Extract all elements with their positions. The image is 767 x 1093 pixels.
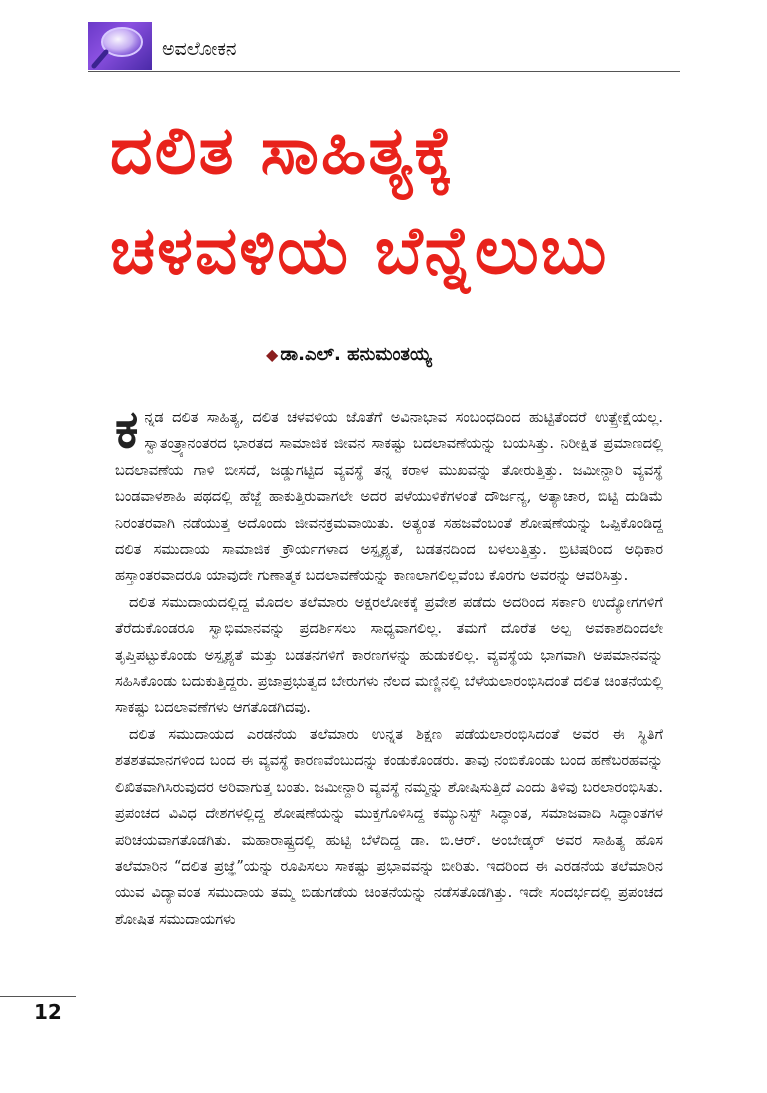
article-title-line-2: ಚಳವಳಿಯ ಬೆನ್ನೆಲುಬು bbox=[110, 212, 609, 289]
article-body bbox=[115, 400, 663, 933]
diamond-icon: ◆ bbox=[266, 345, 279, 364]
drop-cap: ಕ bbox=[115, 400, 139, 460]
paragraph: ದಲಿತ ಸಮುದಾಯದಲ್ಲಿದ್ದ ಮೊದಲ ತಲೆಮಾರು ಅಕ್ಷರಲೋಕಕ್ಕೆ ಪ್ರವೇಶ ಪಡೆದು ಅದರಿಂದ ಸರ್ಕಾರಿ ಉದ್ಯೋಗಗಳಿಗೆ ತೆರೆದುಕೊಂಡರೂ ಸ್ವಾಭಿಮಾನವನ್ನು ಪ್ರದರ್ಶಿಸಲು ಸಾಧ್ಯವಾಗಲಿಲ್ಲ. ತಮಗೆ ದೊರೆತ ಅಲ್ಪ ಅವಕಾಶದಿಂದಲೇ ತೃಪ್ತಿಪಟ್ಟುಕೊಂಡು ಅಸ್ಪೃಶ್ಯತೆ ಮತ್ತು ಬಡತನಗಳಿಗೆ ಕಾರಣಗಳನ್ನು ಹುಡುಕಲಿಲ್ಲ. ವ್ಯವಸ್ಥೆಯ ಭಾಗವಾಗಿ ಅಪಮಾನವನ್ನು ಸಹಿಸಿಕೊಂಡು ಬದುಕುತ್ತಿದ್ದರು. ಪ್ರಜಾಪ್ರಭುತ್ವದ ಬೇರುಗಳು ನೆಲದ ಮಣ್ಣಿನಲ್ಲಿ ಬೆಳೆಯಲಾರಂಭಿಸಿದಂತೆ ದಲಿತ ಚಿಂತನೆಯಲ್ಲಿ ಸಾಕಷ್ಟು ಬದಲಾವಣೆಗಳು ಆಗತೊಡಗಿದವು. bbox=[115, 594, 663, 717]
magnifier-icon bbox=[88, 22, 152, 70]
author-name: ಡಾ.ಎಲ್. ಹನುಮಂತಯ್ಯ bbox=[280, 344, 432, 365]
footer-divider bbox=[0, 996, 76, 997]
article-title-line-1: ದಲಿತ ಸಾಹಿತ್ಯಕ್ಕೆ bbox=[110, 112, 456, 189]
paragraph-text: ನ್ನಡ ದಲಿತ ಸಾಹಿತ್ಯ, ದಲಿತ ಚಳವಳಿಯ ಜೊತೆಗೆ ಅವಿನಾಭಾವ ಸಂಬಂಧದಿಂದ ಹುಟ್ಟಿತೆಂದರೆ ಉತ್ಪ್ರೇಕ್ಷೆಯಲ್ಲ. ಸ್ವಾತಂತ್ರ್ಯಾನಂತರದ ಭಾರತದ ಸಾಮಾಜಿಕ ಜೀವನ ಸಾಕಷ್ಟು ಬದಲಾವಣೆಯನ್ನು ಬಯಸಿತ್ತು. ನಿರೀಕ್ಷಿತ ಪ್ರಮಾಣದಲ್ಲಿ ಬದಲಾವಣೆಯ ಗಾಳಿ ಬೀಸದೆ, ಜಡ್ಡುಗಟ್ಟಿದ ವ್ಯವಸ್ಥೆ ತನ್ನ ಕರಾಳ ಮುಖವನ್ನು ತೋರುತ್ತಿತ್ತು. ಜಮೀನ್ದಾರಿ ವ್ಯವಸ್ಥೆ ಬಂಡವಾಳಶಾಹಿ ಪಥದಲ್ಲಿ ಹೆಜ್ಜೆ ಹಾಕುತ್ತಿರುವಾಗಲೇ ಅದರ ಪಳೆಯುಳಿಕೆಗಳಂತೆ ದೌರ್ಜನ್ಯ, ಅತ್ಯಾಚಾರ, ಬಿಟ್ಟಿ ದುಡಿಮೆ ನಿರಂತರವಾಗಿ ನಡೆಯುತ್ತ ಅದೊಂದು ಜೀವನಕ್ರಮವಾಯಿತು. ಅತ್ಯಂತ ಸಹಜವೆಂಬಂತೆ ಶೋಷಣೆಯನ್ನು ಒಪ್ಪಿಕೊಂಡಿದ್ದ ದಲಿತ ಸಮುದಾಯ ಸಾಮಾಜಿಕ ಕ್ರೌರ್ಯಗಳಾದ ಅಸ್ಪೃಶ್ಯತೆ, ಬಡತನದಿಂದ ಬಳಲುತ್ತಿತ್ತು. ಬ್ರಿಟಿಷರಿಂದ ಅಧಿಕಾರ ಹಸ್ತಾಂತರವಾದರೂ ಯಾವುದೇ ಗುಣಾತ್ಮಕ ಬದಲಾವಣೆಯನ್ನು ಕಾಣಲಾಗಲಿಲ್ಲವೆಂಬ ಕೊರಗು ಅವರನ್ನು ಆವರಿಸಿತ್ತು. bbox=[115, 410, 663, 585]
paragraph bbox=[115, 400, 663, 590]
paragraph: ದಲಿತ ಸಮುದಾಯದ ಎರಡನೆಯ ತಲೆಮಾರು ಉನ್ನತ ಶಿಕ್ಷಣ ಪಡೆಯಲಾರಂಭಿಸಿದಂತೆ ಅವರ ಈ ಸ್ಥಿತಿಗೆ ಶತಶತಮಾನಗಳಿಂದ ಬಂದ ಈ ವ್ಯವಸ್ಥೆ ಕಾರಣವೆಂಬುದನ್ನು ಕಂಡುಕೊಂಡರು. ತಾವು ನಂಬಿಕೊಂಡು ಬಂದ ಹಣೆಬರಹವನ್ನು ಲಿಖಿತವಾಗಿಸಿರುವುದರ ಅರಿವಾಗುತ್ತ ಬಂತು. ಜಮೀನ್ದಾರಿ ವ್ಯವಸ್ಥೆ ನಮ್ಮನ್ನು ಶೋಷಿಸುತ್ತಿದೆ ಎಂದು ತಿಳಿವು ಬರಲಾರಂಭಿಸಿತು. ಪ್ರಪಂಚದ ವಿವಿಧ ದೇಶಗಳಲ್ಲಿದ್ದ ಶೋಷಣೆಯನ್ನು ಮುಕ್ತಗೊಳಿಸಿದ್ದ ಕಮ್ಯುನಿಸ್ಟ್ ಸಿದ್ಧಾಂತ, ಸಮಾಜವಾದಿ ಸಿದ್ಧಾಂತಗಳ ಪರಿಚಯವಾಗತೊಡಗಿತು. ಮಹಾರಾಷ್ಟ್ರದಲ್ಲಿ ಹುಟ್ಟಿ ಬೆಳೆದಿದ್ದ ಡಾ. ಬಿ.ಆರ್. ಅಂಬೇಡ್ಕರ್ ಅವರ ಸಾಹಿತ್ಯ ಹೊಸ ತಲೆಮಾರಿನ “ದಲಿತ ಪ್ರಜ್ಞೆ”ಯನ್ನು ರೂಪಿಸಲು ಸಾಕಷ್ಟು ಪ್ರಭಾವವನ್ನು ಬೀರಿತು. ಇದರಿಂದ ಈ ಎರಡನೆಯ ತಲೆಮಾರಿನ ಯುವ ವಿದ್ಯಾವಂತ ಸಮುದಾಯ ತಮ್ಮ ಬಿಡುಗಡೆಯ ಚಿಂತನೆಯನ್ನು ನಡೆಸತೊಡಗಿತ್ತು. ಇದೇ ಸಂದರ್ಭದಲ್ಲಿ ಪ್ರಪಂಚದ ಶೋಷಿತ ಸಮುದಾಯಗಳು bbox=[115, 726, 663, 928]
section-label: ಅವಲೋಕನ bbox=[162, 38, 237, 60]
author-byline bbox=[266, 344, 432, 365]
page-number: 12 bbox=[34, 1000, 62, 1024]
header-divider bbox=[88, 71, 680, 72]
